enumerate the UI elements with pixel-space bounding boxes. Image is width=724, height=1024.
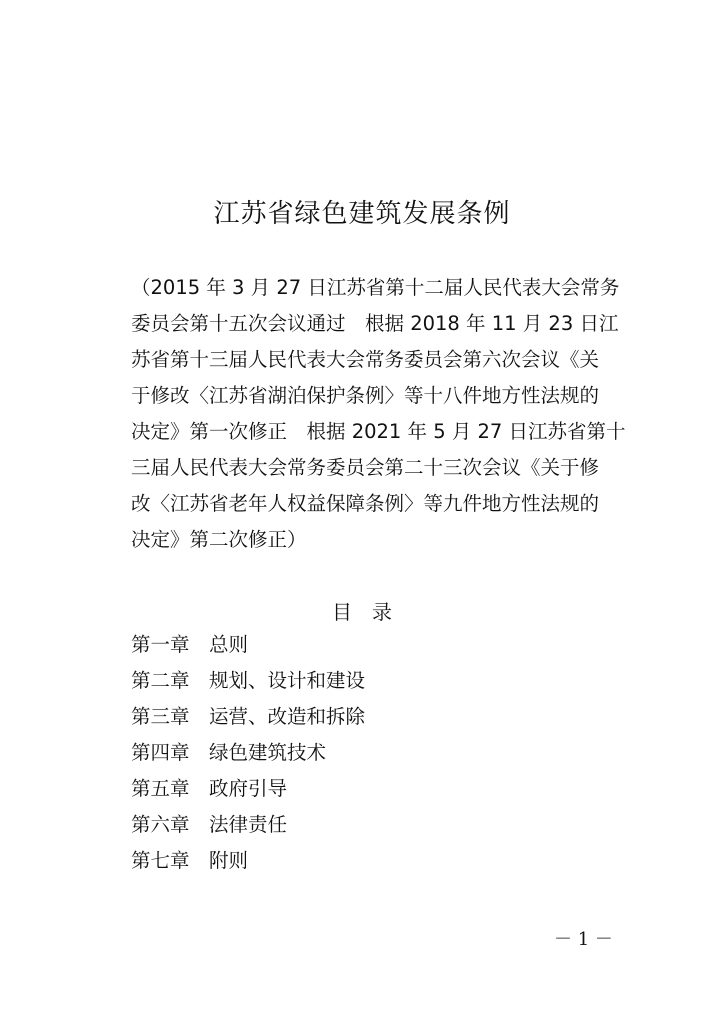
toc-chapter-number: 第四章	[131, 741, 190, 764]
toc-chapter-number: 第七章	[131, 849, 190, 872]
preamble-line: 决定》第二次修正）	[131, 528, 307, 551]
toc-chapter-number: 第三章	[131, 705, 190, 728]
table-of-contents	[131, 627, 591, 879]
toc-chapter-name: 规划、设计和建设	[209, 669, 366, 692]
preamble	[131, 270, 626, 558]
preamble-line: 于修改〈江苏省湖泊保护条例〉等十八件地方性法规的	[131, 384, 600, 407]
toc-item-chapter-2	[131, 663, 591, 699]
toc-item-chapter-3	[131, 699, 591, 735]
document-title: 江苏省绿色建筑发展条例	[213, 199, 511, 229]
toc-item-chapter-7	[131, 843, 591, 879]
toc-chapter-number: 第一章	[131, 633, 190, 656]
toc-item-chapter-5	[131, 771, 591, 807]
preamble-line: （2015 年 3 月 27 日江苏省第十二届人民代表大会常务	[131, 276, 620, 299]
toc-chapter-name: 绿色建筑技术	[209, 741, 327, 764]
page-number: － 1 －	[554, 929, 613, 950]
toc-chapter-number: 第六章	[131, 813, 190, 836]
toc-chapter-name: 总则	[209, 633, 249, 656]
toc-item-chapter-4	[131, 735, 591, 771]
toc-chapter-name: 法律责任	[209, 813, 288, 836]
preamble-line: 三届人民代表大会常务委员会第二十三次会议《关于修	[131, 456, 600, 479]
toc-item-chapter-6	[131, 807, 591, 843]
toc-title: 目 录	[332, 600, 392, 624]
toc-chapter-number: 第五章	[131, 777, 190, 800]
toc-chapter-number: 第二章	[131, 669, 190, 692]
toc-chapter-name: 附则	[209, 849, 249, 872]
toc-chapter-name: 政府引导	[209, 777, 288, 800]
toc-chapter-name: 运营、改造和拆除	[209, 705, 366, 728]
preamble-line: 改〈江苏省老年人权益保障条例〉等九件地方性法规的	[131, 492, 600, 515]
toc-item-chapter-1	[131, 627, 591, 663]
preamble-line: 委员会第十五次会议通过 根据 2018 年 11 月 23 日江	[131, 312, 619, 335]
preamble-line: 苏省第十三届人民代表大会常务委员会第六次会议《关	[131, 348, 600, 371]
preamble-line: 决定》第一次修正 根据 2021 年 5 月 27 日江苏省第十	[131, 420, 626, 443]
